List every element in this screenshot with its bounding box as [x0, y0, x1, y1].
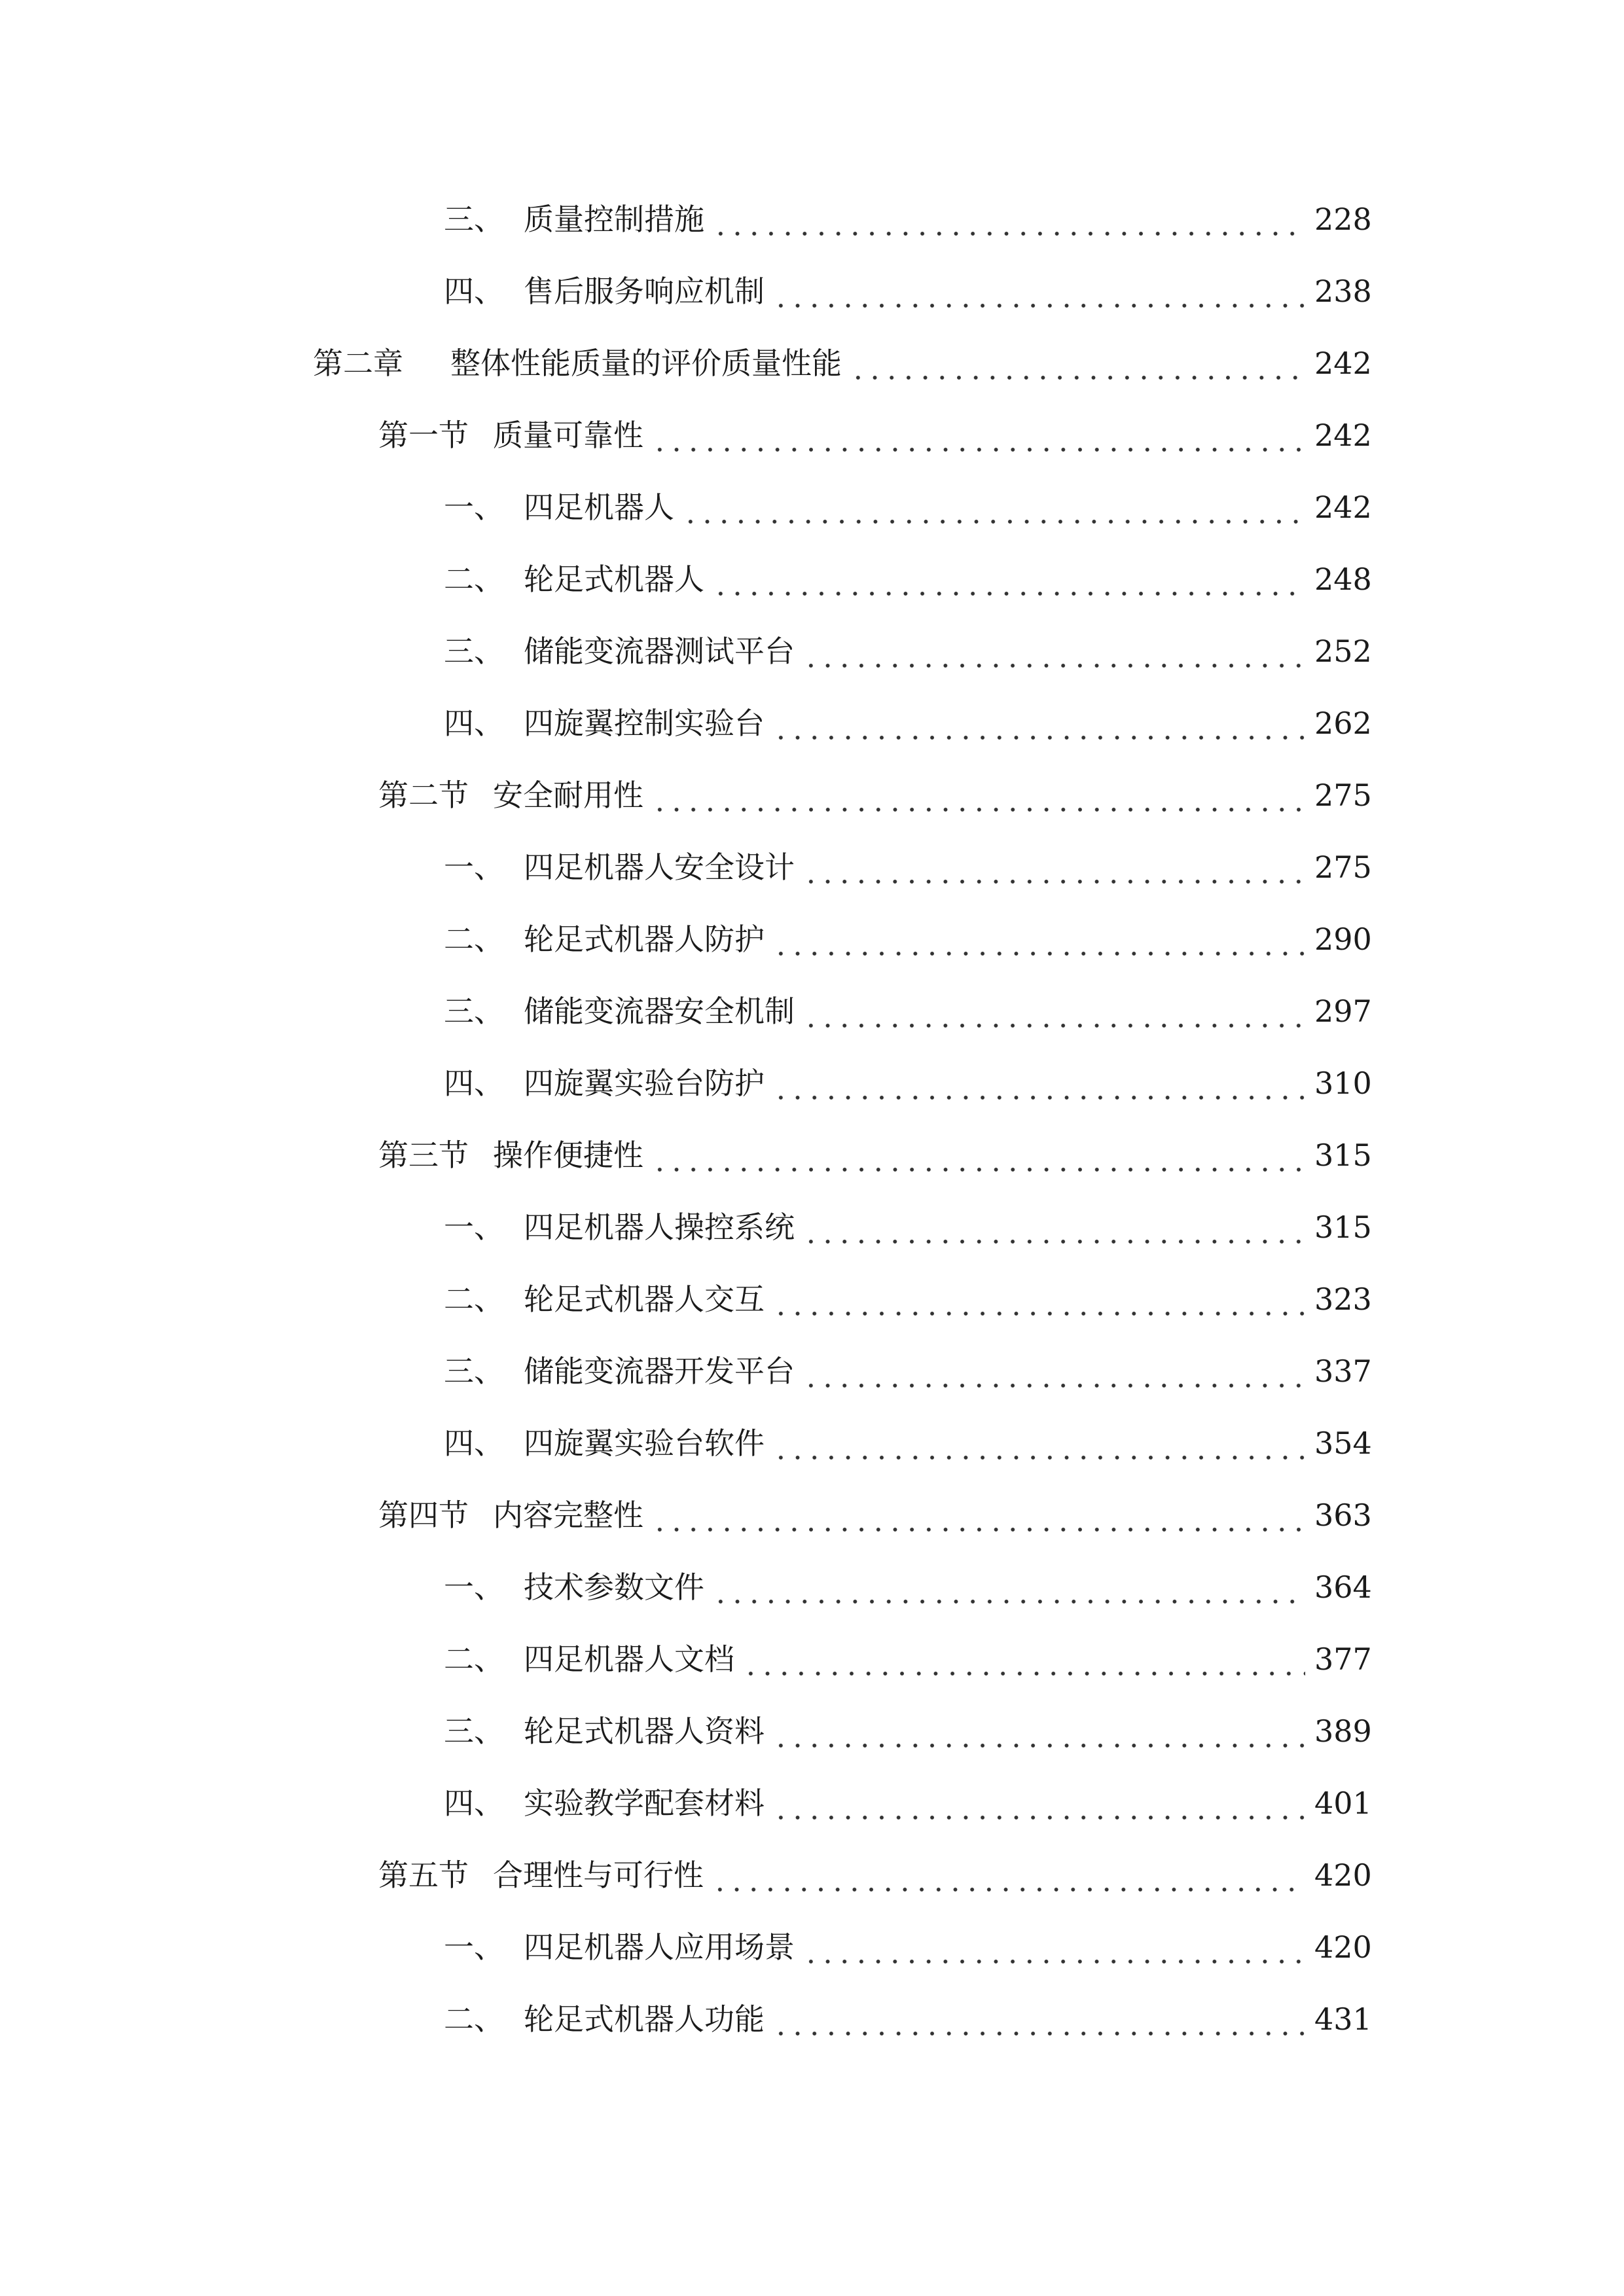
toc-entry-title: 实验教学配套材料	[524, 1785, 765, 1821]
toc-entry-number: 四、	[444, 706, 504, 741]
dot-leader	[712, 193, 1305, 245]
dot-leader	[651, 1489, 1305, 1541]
toc-entry-number: 四、	[444, 1785, 504, 1821]
toc-entry-page: 275	[1314, 850, 1372, 885]
dot-leader	[803, 1201, 1305, 1253]
toc-entry-number: 二、	[444, 2001, 504, 2037]
toc-entry-number: 三、	[444, 202, 504, 237]
toc-entry-page: 262	[1314, 706, 1372, 741]
toc-entry-page: 248	[1314, 562, 1372, 597]
toc-entry[interactable]	[444, 1633, 1372, 1685]
dot-leader	[712, 553, 1305, 605]
toc-entry-number: 一、	[444, 850, 504, 885]
dot-leader	[772, 265, 1305, 317]
dot-leader	[803, 1345, 1305, 1397]
toc-entry-title: 质量可靠性	[493, 418, 643, 453]
toc-entry-title: 合理性与可行性	[493, 1857, 704, 1893]
toc-entry-page: 364	[1314, 1570, 1372, 1605]
toc-entry-number: 第二节	[378, 778, 469, 813]
toc-entry-page: 354	[1314, 1426, 1372, 1461]
toc-entry-number: 一、	[444, 1929, 504, 1965]
toc-entry[interactable]	[313, 337, 1372, 389]
toc-entry-number: 第一节	[378, 418, 469, 453]
toc-entry-number: 第二章	[313, 346, 403, 381]
toc-entry[interactable]	[444, 913, 1372, 965]
toc-entry[interactable]	[378, 409, 1372, 461]
toc-entry-number: 二、	[444, 1282, 504, 1317]
toc-entry-title: 储能变流器测试平台	[524, 634, 795, 669]
dot-leader	[772, 697, 1305, 749]
toc-entry[interactable]	[444, 1057, 1372, 1109]
toc-entry-title: 质量控制措施	[524, 202, 704, 237]
toc-entry-number: 第四节	[378, 1498, 469, 1533]
toc-entry[interactable]	[444, 841, 1372, 893]
dot-leader	[772, 1417, 1305, 1469]
toc-entry-title: 整体性能质量的评价质量性能	[450, 346, 842, 381]
toc-entry-title: 四足机器人	[524, 490, 674, 525]
toc-entry[interactable]	[444, 1273, 1372, 1325]
dot-leader	[712, 1849, 1305, 1901]
dot-leader	[651, 769, 1305, 821]
toc-entry[interactable]	[378, 1849, 1372, 1901]
toc-entry[interactable]	[378, 769, 1372, 821]
toc-entry-page: 297	[1314, 994, 1372, 1029]
toc-entry-number: 四、	[444, 1426, 504, 1461]
toc-entry[interactable]	[444, 697, 1372, 749]
toc-entry-title: 储能变流器安全机制	[524, 994, 795, 1029]
toc-entry[interactable]	[444, 1921, 1372, 1973]
toc-entry-number: 三、	[444, 1354, 504, 1389]
toc-entry[interactable]	[444, 481, 1372, 533]
toc-entry-page: 420	[1314, 1929, 1372, 1965]
dot-leader	[772, 1273, 1305, 1325]
toc-entry-number: 三、	[444, 634, 504, 669]
toc-entry[interactable]	[444, 985, 1372, 1037]
dot-leader	[772, 1705, 1305, 1757]
toc-entry-title: 储能变流器开发平台	[524, 1354, 795, 1389]
toc-entry[interactable]	[444, 1777, 1372, 1829]
toc-entry-title: 安全耐用性	[493, 778, 643, 813]
toc-entry-title: 四足机器人操控系统	[524, 1210, 795, 1245]
toc-entry-page: 238	[1314, 274, 1372, 309]
toc-entry[interactable]	[444, 1993, 1372, 2045]
toc-entry[interactable]	[444, 1705, 1372, 1757]
toc-entry-title: 轮足式机器人防护	[524, 922, 765, 957]
toc-entry-page: 420	[1314, 1857, 1372, 1893]
toc-entry-page: 323	[1314, 1282, 1372, 1317]
dot-leader	[803, 841, 1305, 893]
toc-entry-title: 轮足式机器人功能	[524, 2001, 765, 2037]
toc-entry[interactable]	[378, 1489, 1372, 1541]
toc-entry-title: 轮足式机器人	[524, 562, 704, 597]
toc-entry-title: 四足机器人安全设计	[524, 850, 795, 885]
toc-entry-number: 第五节	[378, 1857, 469, 1893]
toc-entry[interactable]	[444, 625, 1372, 677]
toc-entry[interactable]	[444, 1345, 1372, 1397]
toc-entry-page: 242	[1314, 418, 1372, 453]
toc-entry-page: 290	[1314, 922, 1372, 957]
toc-entry-page: 389	[1314, 1713, 1372, 1749]
toc-entry[interactable]	[378, 1129, 1372, 1181]
dot-leader	[772, 913, 1305, 965]
toc-entry-page: 252	[1314, 634, 1372, 669]
toc-entry-page: 315	[1314, 1138, 1372, 1173]
toc-entry-number: 二、	[444, 1641, 504, 1677]
dot-leader	[651, 409, 1305, 461]
toc-entry-number: 三、	[444, 994, 504, 1029]
toc-entry-page: 363	[1314, 1498, 1372, 1533]
dot-leader	[850, 337, 1305, 389]
dot-leader	[772, 1057, 1305, 1109]
toc-entry-number: 一、	[444, 1570, 504, 1605]
dot-leader	[742, 1633, 1305, 1685]
toc-entry-page: 275	[1314, 778, 1372, 813]
toc-entry-page: 242	[1314, 490, 1372, 525]
toc-entry-number: 一、	[444, 490, 504, 525]
dot-leader	[682, 481, 1305, 533]
toc-entry-page: 310	[1314, 1066, 1372, 1101]
toc-entry[interactable]	[444, 265, 1372, 317]
toc-entry-title: 技术参数文件	[524, 1570, 704, 1605]
dot-leader	[772, 1777, 1305, 1829]
dot-leader	[803, 625, 1305, 677]
toc-entry-page: 315	[1314, 1210, 1372, 1245]
toc-entry-number: 四、	[444, 1066, 504, 1101]
toc-entry[interactable]	[444, 1417, 1372, 1469]
toc-entry[interactable]	[444, 1201, 1372, 1253]
toc-entry-title: 四旋翼实验台防护	[524, 1066, 765, 1101]
toc-entry-page: 377	[1314, 1641, 1372, 1677]
toc-entry-page: 228	[1314, 202, 1372, 237]
toc-entry-title: 四足机器人文档	[524, 1641, 734, 1677]
toc-entry-title: 轮足式机器人交互	[524, 1282, 765, 1317]
toc-entry-title: 操作便捷性	[493, 1138, 643, 1173]
toc-entry-number: 一、	[444, 1210, 504, 1245]
toc-entry-page: 337	[1314, 1354, 1372, 1389]
toc-entry-page: 431	[1314, 2001, 1372, 2037]
toc-entry-page: 401	[1314, 1785, 1372, 1821]
toc-entry-title: 四足机器人应用场景	[524, 1929, 795, 1965]
toc-entry-title: 四旋翼实验台软件	[524, 1426, 765, 1461]
dot-leader	[712, 1561, 1305, 1613]
toc-entry-number: 第三节	[378, 1138, 469, 1173]
toc-entry-page: 242	[1314, 346, 1372, 381]
dot-leader	[803, 985, 1305, 1037]
toc-entry-title: 售后服务响应机制	[524, 274, 765, 309]
toc-entry-number: 三、	[444, 1713, 504, 1749]
toc-entry-title: 轮足式机器人资料	[524, 1713, 765, 1749]
toc-entry-title: 四旋翼控制实验台	[524, 706, 765, 741]
dot-leader	[651, 1129, 1305, 1181]
toc-entry-number: 二、	[444, 562, 504, 597]
toc-entry[interactable]	[444, 193, 1372, 245]
toc-entry-number: 二、	[444, 922, 504, 957]
toc-entry-title: 内容完整性	[493, 1498, 643, 1533]
toc-entry[interactable]	[444, 553, 1372, 605]
toc-entry[interactable]	[444, 1561, 1372, 1613]
dot-leader	[803, 1921, 1305, 1973]
dot-leader	[772, 1993, 1305, 2045]
toc-entry-number: 四、	[444, 274, 504, 309]
